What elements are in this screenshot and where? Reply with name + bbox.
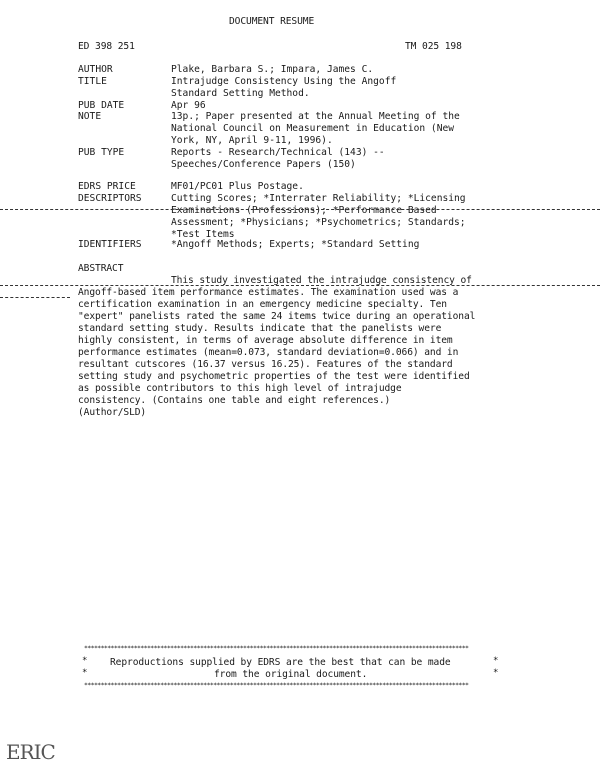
scan-line	[0, 209, 600, 210]
abstract-line: as possible contributors to this high level of intrajudge	[78, 383, 402, 394]
field-value: *Angoff Methods; Experts; *Standard Setting	[171, 239, 420, 250]
field-value: National Council on Measurement in Education (New	[171, 123, 455, 134]
abstract-line: certification examination in an emergency medicine specialty. Ten	[78, 299, 447, 310]
asterisk-mark: *	[82, 668, 88, 678]
field-value: Assessment; *Physicians; *Psychometrics; Standards;	[171, 217, 466, 228]
star-border-top: ********************************************************************************************************************	[84, 644, 469, 652]
abstract-line: Angoff-based item performance estimates. The examination used was a	[78, 287, 459, 298]
abstract-label: ABSTRACT	[78, 263, 124, 274]
eric-logo	[6, 740, 55, 764]
star-border-bottom: ********************************************************************************************************************	[84, 681, 469, 689]
asterisk-mark: *	[82, 656, 88, 666]
field-label: DESCRIPTORS	[78, 193, 142, 204]
field-value: Cutting Scores; *Interrater Reliability; *Licensing	[171, 193, 466, 204]
field-value: Plake, Barbara S.; Impara, James C.	[171, 64, 374, 75]
abstract-line: (Author/SLD)	[78, 407, 147, 418]
field-label: PUB DATE	[78, 100, 125, 111]
field-label: TITLE	[78, 76, 107, 87]
eric-logo-text: ERIC	[6, 740, 55, 764]
field-label: PUB TYPE	[78, 147, 125, 158]
field-value: 13p.; Paper presented at the Annual Meeting of the	[171, 111, 460, 122]
footer-line: Reproductions supplied by EDRS are the best that can be made	[110, 657, 451, 668]
field-label: AUTHOR	[78, 64, 113, 75]
field-value: Reports - Research/Technical (143) --	[171, 147, 385, 158]
asterisk-mark: *	[493, 656, 499, 666]
abstract-line: standard setting study. Results indicate that the panelists were	[78, 323, 442, 334]
field-value: Examinations (Professions); *Performance Based	[171, 205, 437, 216]
scan-line	[0, 297, 70, 298]
abstract-line: highly consistent, in terms of average absolute difference in item	[78, 335, 453, 346]
field-value: *Test Items	[171, 229, 235, 240]
field-value: York, NY, April 9-11, 1996).	[171, 135, 333, 146]
document-title: DOCUMENT RESUME	[229, 16, 315, 27]
ed-number: ED 398 251	[78, 41, 135, 52]
abstract-line: "expert" panelists rated the same 24 items twice during an operational	[78, 311, 476, 322]
field-value: Standard Setting Method.	[171, 88, 310, 99]
field-label: IDENTIFIERS	[78, 239, 142, 250]
field-value: Speeches/Conference Papers (150)	[171, 159, 356, 170]
abstract-line: consistency. (Contains one table and eight references.)	[78, 395, 391, 406]
abstract-line: setting study and psychometric properties of the test were identified	[78, 371, 470, 382]
field-label: EDRS PRICE	[78, 181, 136, 192]
abstract-line: This study investigated the intrajudge consistency of	[171, 275, 472, 286]
field-value: Intrajudge Consistency Using the Angoff	[171, 76, 397, 87]
tm-number: TM 025 198	[405, 41, 462, 52]
field-value: Apr 96	[171, 100, 206, 111]
footer-line: from the original document.	[214, 669, 368, 680]
abstract-line: performance estimates (mean=0.073, standard deviation=0.066) and in	[78, 347, 459, 358]
field-value: MF01/PC01 Plus Postage.	[171, 181, 304, 192]
field-label: NOTE	[78, 111, 102, 122]
asterisk-mark: *	[493, 668, 499, 678]
abstract-line: resultant cutscores (16.37 versus 16.25). Features of the standard	[78, 359, 453, 370]
